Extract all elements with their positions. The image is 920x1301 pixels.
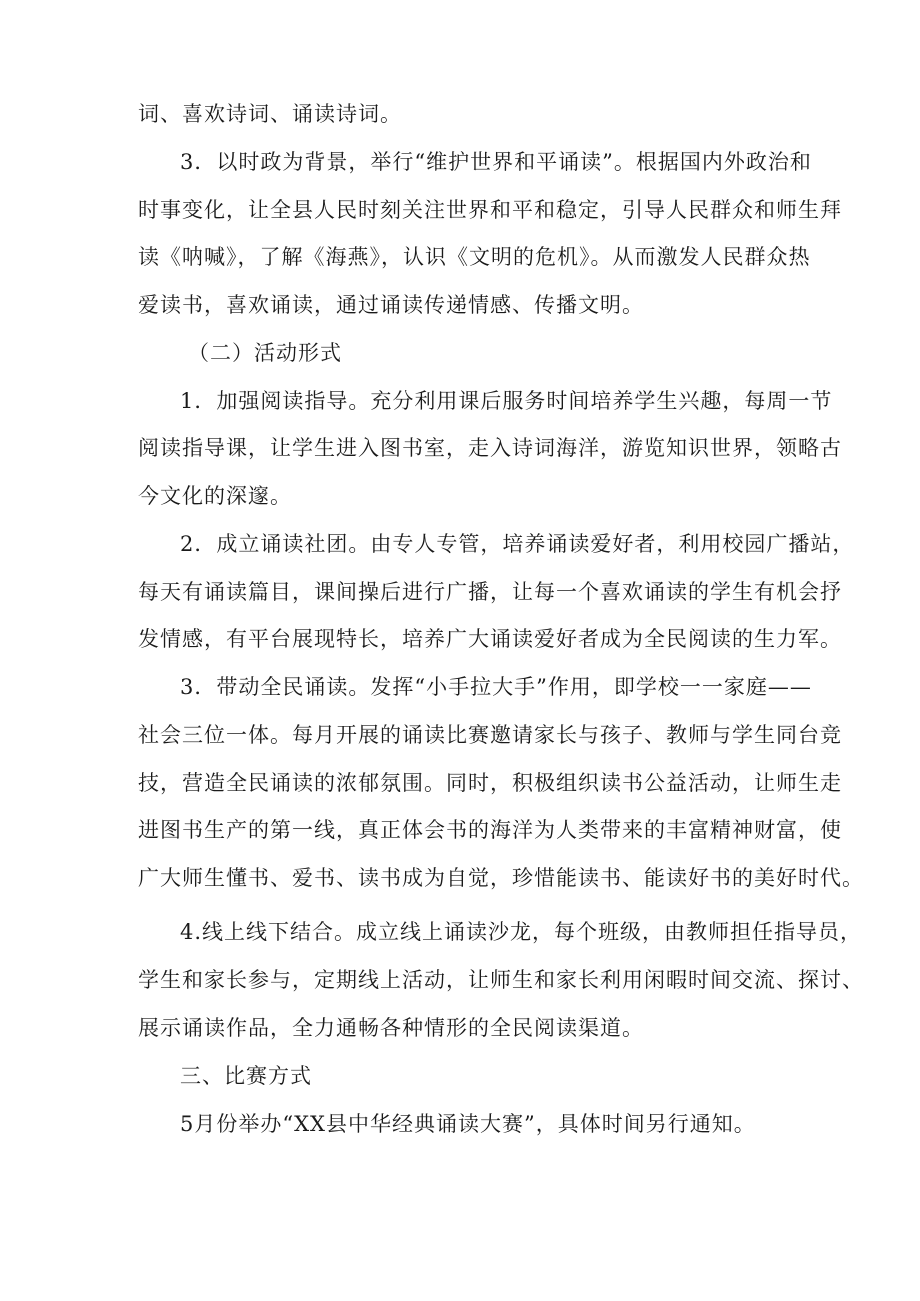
text-line: 展示诵读作品，全力通畅各种情形的全民阅读渠道。 — [138, 1016, 644, 1040]
text-line: 词、喜欢诗词、诵读诗词。 — [138, 102, 402, 126]
text-line: 时事变化，让全县人民时刻关注世界和平和稳定，引导人民群众和师生拜 — [138, 198, 842, 222]
text-line: 5月份举办“XX县中华经典诵读大赛”，具体时间另行通知。 — [180, 1112, 756, 1136]
text-line: 2．成立诵读社团。由专人专管，培养诵读爱好者，利用校园广播站， — [180, 532, 855, 556]
text-line: 1．加强阅读指导。充分利用课后服务时间培养学生兴趣，每周一节 — [180, 389, 833, 413]
text-line: 广大师生懂书、爱书、读书成为自觉，珍惜能读书、能读好书的美好时代。 — [138, 866, 864, 890]
text-line: 进图书生产的第一线，真正体会书的海洋为人类带来的丰富精神财富，使 — [138, 818, 842, 842]
text-line: 学生和家长参与，定期线上活动，让师生和家长利用闲暇时间交流、探讨、 — [138, 968, 864, 992]
text-line: 4.线上线下结合。成立线上诵读沙龙，每个班级，由教师担任指导员， — [180, 920, 863, 944]
text-line: 每天有诵读篇目，课间操后进行广播，让每一个喜欢诵读的学生有机会抒 — [138, 580, 842, 604]
text-line: 技，营造全民诵读的浓郁氛围。同时，积极组织读书公益活动，让师生走 — [138, 771, 842, 795]
section-heading: （二）活动形式 — [188, 341, 342, 365]
text-line: 社会三位一体。每月开展的诵读比赛邀请家长与孩子、教师与学生同台竞 — [138, 723, 842, 747]
text-line: 3．带动全民诵读。发挥“小手拉大手”作用，即学校一一家庭—— — [180, 675, 812, 699]
section-heading: 三、比赛方式 — [180, 1064, 312, 1088]
text-line: 3．以时政为背景，举行“维护世界和平诵读”。根据国内外政治和 — [180, 150, 812, 174]
text-line: 发情感，有平台展现特长，培养广大诵读爱好者成为全民阅读的生力军。 — [138, 627, 842, 651]
text-line: 阅读指导课，让学生进入图书室，走入诗词海洋，游览知识世界，领略古 — [138, 436, 842, 460]
text-line: 今文化的深邃。 — [138, 484, 292, 508]
text-line: 爱读书，喜欢诵读，通过诵读传递情感、传播文明。 — [138, 293, 644, 317]
text-line: 读《呐喊》，了解《海燕》，认识《文明的危机》。从而激发人民群众热 — [138, 245, 811, 269]
